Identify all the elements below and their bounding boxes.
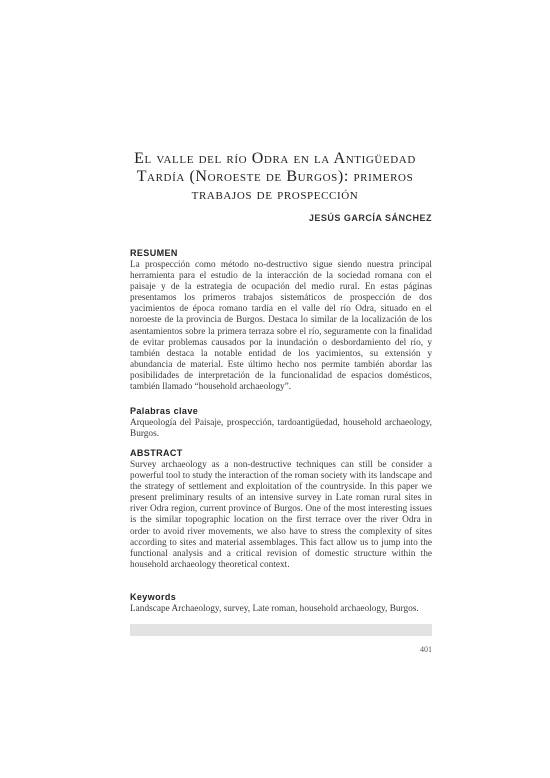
resumen-heading: RESUMEN — [130, 248, 178, 258]
palabras-clave-heading: Palabras clave — [130, 406, 199, 416]
abstract-heading: ABSTRACT — [130, 448, 183, 458]
article-title — [110, 150, 440, 204]
abstract-section — [130, 448, 432, 571]
keywords-heading: Keywords — [130, 592, 177, 602]
author-name: JESÚS GARCÍA SÁNCHEZ — [308, 213, 432, 223]
palabras-clave-section — [130, 406, 432, 440]
footer-bar — [130, 624, 432, 636]
title-line-3: trabajos de prospección — [191, 186, 359, 203]
resumen-section — [130, 248, 432, 393]
palabras-clave-text: Arqueología del Paisaje, prospección, tardoantigüedad, household archaeology, Burgos. — [130, 418, 432, 440]
keywords-section — [130, 592, 432, 615]
title-line-2: Tardía (Noroeste de Burgos): primeros — [136, 168, 414, 185]
resumen-text: La prospección como método no-destructivo sigue siendo nuestra principal herramienta para el estudio de la interacción de la sociedad romana con el paisaje y de la estrategia de ocupación del medio rural. En estas páginas presentamos los primeros trabajos sistemáticos de prospección de dos yacimientos de época romano tardía en el valle del río Odra, situado en el noroeste de la provincia de Burgos. Destaca lo similar de la localización de los asentamientos sobre la primera terraza sobre el río, seguramente con la finalidad de evitar problemas causados por la inundación o desbordamiento del río, y también destaca la notable entidad de los yacimientos, su extensión y abundancia de material. Este último hecho nos permite también abordar las posibilidades de interpretación de la funcionalidad de espacios domésticos, también llamado “household archaeology”. — [130, 260, 432, 393]
keywords-text: Landscape Archaeology, survey, Late roman, household archaeology, Burgos. — [130, 604, 419, 614]
abstract-text: Survey archaeology as a non-destructive techniques can still be consider a powerful tool to study the interaction of the roman society with its landscape and the strategy of settlement and exploitation of the countryside. In this paper we present preliminary results of an intensive survey in Late roman rural sites in river Odra region, current province of Burgos. One of the most interesting issues is the similar topographic location on the first terrace over the river Odra in order to avoid river movements, we also have to stress the complexity of sites according to sites and material assemblages. This fact allow us to jump into the functional analysis and a critical revision of domestic structure within the household archaeology theoretical context. — [130, 460, 432, 570]
page-number: 401 — [420, 645, 432, 654]
title-line-1: El valle del río Odra en la Antigüedad — [134, 150, 416, 167]
